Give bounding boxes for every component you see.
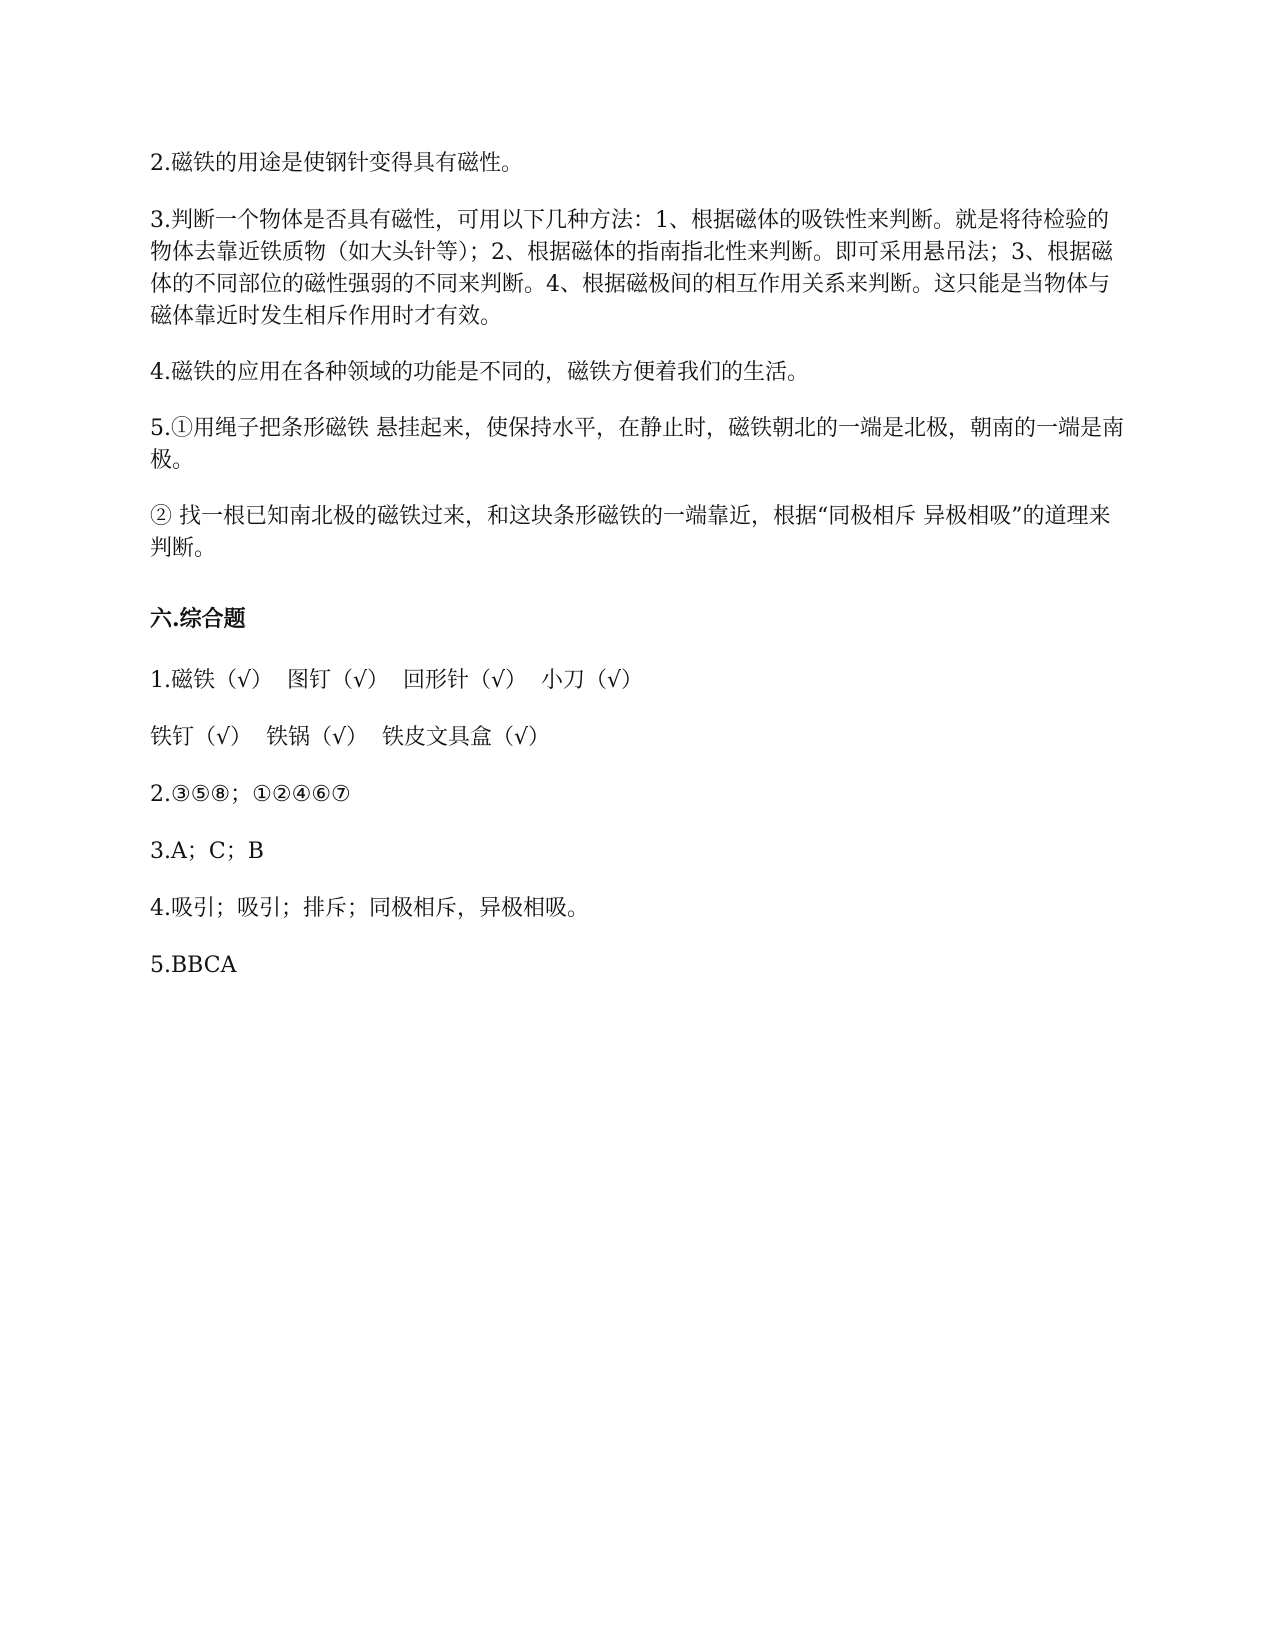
comprehensive-answer-1-line-1: 1.磁铁（√） 图钉（√） 回形针（√） 小刀（√） xyxy=(150,668,644,693)
answer-item-5-part-2: ② 找一根已知南北极的磁铁过来，和这块条形磁铁的一端靠近，根据“同极相斥 异极相吸”的道理来判断。 xyxy=(150,504,1111,561)
answer-item-4: 4.磁铁的应用在各种领域的功能是不同的，磁铁方便着我们的生活。 xyxy=(150,360,809,385)
comprehensive-answer-1-line-2: 铁钉（√） 铁锅（√） 铁皮文具盒（√） xyxy=(150,725,551,750)
comprehensive-answer-5: 5.BBCA xyxy=(150,953,237,978)
answer-content xyxy=(150,148,1130,1007)
comprehensive-answer-4: 4.吸引；吸引；排斥；同极相斥，异极相吸。 xyxy=(150,896,589,921)
comprehensive-answer-3: 3.A；C；B xyxy=(150,839,264,864)
section-heading: 六.综合题 xyxy=(150,606,246,632)
answer-item-5-part-1: 5.①用绳子把条形磁铁 悬挂起来，使保持水平，在静止时，磁铁朝北的一端是北极，朝南的一端是南极。 xyxy=(150,416,1124,473)
answer-item-2: 2.磁铁的用途是使钢针变得具有磁性。 xyxy=(150,151,523,176)
comprehensive-answer-2: 2.③⑤⑧；①②④⑥⑦ xyxy=(150,782,351,807)
answer-item-3: 3.判断一个物体是否具有磁性，可用以下几种方法：1、根据磁体的吸铁性来判断。就是将待检验的物体去靠近铁质物（如大头针等）；2、根据磁体的指南指北性来判断。即可采用悬吊法；3、根据磁体的不同部位的磁性强弱的不同来判断。4、根据磁极间的相互作用关系来判断。这只能是当物体与磁体靠近时发生相斥作用时才有效。 xyxy=(150,208,1113,329)
